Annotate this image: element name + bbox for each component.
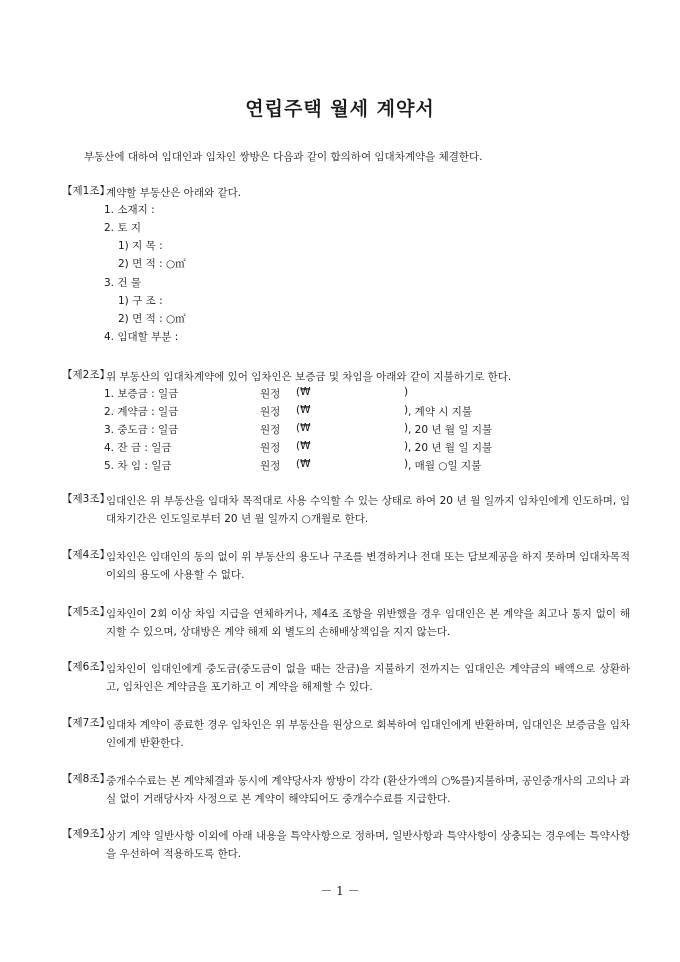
- article-1-text: 계약할 부동산은 아래와 같다.: [106, 187, 242, 199]
- payment-note: , 20 년 월 일 지불: [408, 424, 493, 436]
- payment-close: ): [404, 440, 409, 452]
- payment-name: 4. 잔 금 : 일금: [104, 442, 172, 454]
- article-1-item: 3. 건 물: [104, 277, 141, 289]
- article-3-text: 임대인은 위 부동산을 임대차 목적대로 사용 수익할 수 있는 상태로 하여 20 년 월 일까지 임차인에게 인도하며, 임대차기간은 인도일로부터 20 년 월 일까지 ○개월로 한다.: [106, 495, 630, 525]
- payment-name: 2. 계약금 : 일금: [104, 406, 179, 418]
- document-title: 연립주택 월세 계약서: [245, 98, 435, 120]
- article-4-text: 임차인은 임대인의 동의 없이 위 부동산의 용도나 구조를 변경하거나 전대 또는 담보제공을 하지 못하며 임대차목적 이외의 용도에 사용할 수 없다.: [106, 551, 630, 581]
- payment-note: , 20 년 월 일 지불: [408, 442, 493, 454]
- article-9-label: 【제9조】: [62, 828, 110, 840]
- article-1-subitem: 2) 면 적 : ○㎡: [118, 258, 186, 270]
- payment-note: , 매월 ○일 지불: [408, 460, 482, 472]
- article-1-item: 2. 토 지: [104, 222, 141, 234]
- article-8-text: 중개수수료는 본 계약체결과 동시에 계약당사자 쌍방이 각각 (환산가액의 ○%를)지불하며, 공인중개사의 고의나 과실 없이 거래당사자 사정으로 본 계약이 해약되어도 중개수수료를 지급한다.: [106, 775, 630, 805]
- article-2-text: 위 부동산의 임대차계약에 있어 임차인은 보증금 및 차임을 아래와 같이 지불하기로 한다.: [106, 371, 512, 383]
- payment-paren: (₩: [296, 458, 311, 470]
- article-3-label: 【제3조】: [62, 493, 110, 505]
- payment-name: 1. 보증금 : 일금: [104, 388, 179, 400]
- payment-won: 원정: [260, 424, 281, 436]
- article-7-label: 【제7조】: [62, 717, 110, 729]
- payment-paren: (₩: [296, 404, 311, 416]
- page-number: － 1 －: [320, 884, 360, 898]
- article-7-text: 임대차 계약이 종료한 경우 임차인은 위 부동산을 원상으로 회복하여 임대인에게 반환하며, 임대인은 보증금을 임차인에게 반환한다.: [106, 719, 630, 749]
- payment-won: 원정: [260, 406, 281, 418]
- payment-paren: (₩: [296, 440, 311, 452]
- intro-text: 부동산에 대하여 임대인과 임차인 쌍방은 다음과 같이 합의하여 임대차계약을 체결한다.: [84, 151, 483, 163]
- article-5-text: 임차인이 2회 이상 차임 지급을 연체하거나, 제4조 조항을 위반했을 경우 임대인은 본 계약을 최고나 통지 없이 해지할 수 있으며, 상대방은 계약 해제 외 별도의 손해배상책임을 지지 않는다.: [106, 608, 630, 638]
- payment-won: 원정: [260, 388, 281, 400]
- article-1-subitem: 2) 면 적 : ○㎡: [118, 313, 186, 325]
- article-5-label: 【제5조】: [62, 606, 110, 618]
- article-4-label: 【제4조】: [62, 549, 110, 561]
- article-1-item: 1. 소재지 :: [104, 204, 155, 216]
- article-1-subitem: 1) 지 목 :: [118, 240, 163, 252]
- payment-close: ): [404, 422, 409, 434]
- payment-close: ): [404, 458, 409, 470]
- payment-won: 원정: [260, 442, 281, 454]
- article-6-text: 임차인이 임대인에게 중도금(중도금이 없을 때는 잔금)을 지불하기 전까지는 임대인은 계약금의 배액으로 상환하고, 임차인은 계약금을 포기하고 이 계약을 해제할 수 있다.: [106, 663, 630, 693]
- payment-paren: (₩: [296, 422, 311, 434]
- payment-note: , 계약 시 지불: [408, 406, 473, 418]
- article-1-subitem: 1) 구 조 :: [118, 295, 163, 307]
- article-8-label: 【제8조】: [62, 773, 110, 785]
- payment-name: 5. 차 임 : 일금: [104, 460, 172, 472]
- article-6-label: 【제6조】: [62, 661, 110, 673]
- article-1-label: 【제1조】: [62, 185, 110, 197]
- article-2-label: 【제2조】: [62, 369, 110, 381]
- article-1-item: 4. 임대할 부분 :: [104, 331, 179, 343]
- payment-paren: (₩: [296, 386, 311, 398]
- article-9-text: 상기 계약 일반사항 이외에 아래 내용을 특약사항으로 정하며, 일반사항과 특약사항이 상충되는 경우에는 특약사항을 우선하여 적용하도록 한다.: [106, 830, 630, 860]
- payment-close: ): [404, 386, 409, 398]
- payment-name: 3. 중도금 : 일금: [104, 424, 179, 436]
- payment-close: ): [404, 404, 409, 416]
- payment-won: 원정: [260, 460, 281, 472]
